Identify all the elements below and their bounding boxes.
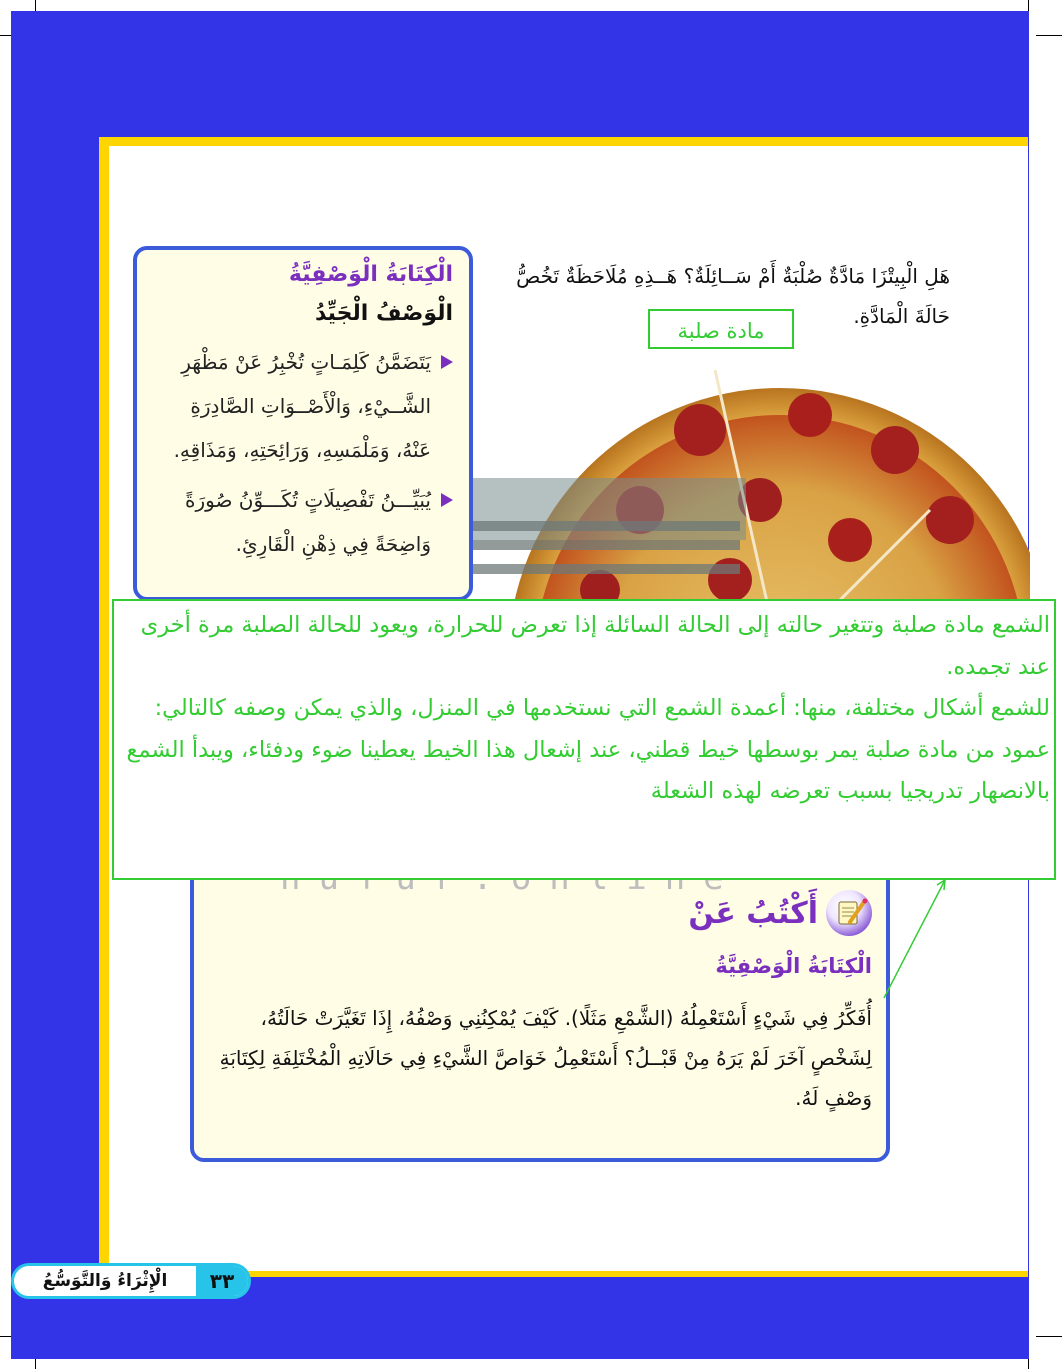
- watermark-stroke: [450, 540, 740, 550]
- overlay-paragraph: للشمع أشكال مختلفة، منها: أعمدة الشمع التي نستخدمها في المنزل، والذي يمكن وصفه كالتالي: عمود من مادة صلبة يمر بوسطها خيط قطني، عند إشعال هذا الخيط يعطينا ضوء ودفئاء، ويبدأ الشمع بالانصهار تدريجيا بسبب تعرضه لهذه الشعلة: [126, 695, 1050, 804]
- pepperoni: [674, 404, 726, 456]
- pencil-notepad-icon: [826, 890, 872, 936]
- watermark-stroke: [440, 564, 740, 574]
- sidebar-bullet-text: يُبَيِّـــنُ تَفْصِيلَاتٍ تُكَـــوِّنُ صُورَةً وَاضِحَةً فِي ذِهْنِ الْقَارِئِ.: [185, 488, 431, 556]
- crop-mark: [1036, 1336, 1062, 1337]
- pepperoni: [871, 426, 919, 474]
- sidebar-bullet: [151, 478, 453, 566]
- write-about-heading: أَكْتُبُ عَنْ: [688, 895, 818, 931]
- pepperoni: [926, 496, 974, 544]
- triangle-bullet-icon: [441, 493, 453, 507]
- write-about-subheading: الْكِتَابَةُ الْوَصْفِيَّةُ: [715, 954, 872, 978]
- crop-mark: [1036, 35, 1062, 36]
- pizza-question: هَلِ الْبِيتْزَا مَادَّةٌ صُلْبَةٌ أَمْ سَــائِلَةٌ؟ هَــذِهِ مُلَاحَظَةٌ تَخُصُّ حَالَةَ الْمَادَّةِ.: [516, 264, 950, 328]
- pepperoni: [828, 518, 872, 562]
- overlay-paragraph: الشمع مادة صلبة وتتغير حالته إلى الحالة السائلة إذا تعرض للحرارة، ويعود للحالة الصلبة مرة أخرى عند تجمده.: [140, 612, 1050, 680]
- descriptive-writing-sidebar: [133, 246, 473, 601]
- answer-box[interactable]: مادة صلبة: [648, 309, 794, 349]
- watermark-stroke: [450, 521, 740, 531]
- sidebar-title: الْكِتَابَةُ الْوَصْفِيَّةُ: [288, 262, 453, 287]
- sidebar-bullet-text: يَتَضَمَّنُ كَلِمَـاتٍ تُخْبِرُ عَنْ مَظْهَرِ الشَّــيْءِ، وَالْأَصْــوَاتِ الصَّادِرَةِ عَنْهُ، وَمَلْمَسِهِ، وَرَائِحَتِهِ، وَمَذَاقِهِ.: [173, 350, 431, 462]
- triangle-bullet-icon: [441, 355, 453, 369]
- write-about-prompt: أُفَكِّرُ فِي شَيْءٍ أَسْتَعْمِلُهُ (الشَّمْعِ مَثَلًا). كَيْفَ يُمْكِنُنِي وَصْفُهُ، إِذَا تَغَيَّرَتْ حَالَتُهُ، لِشَخْصٍ آخَرَ لَمْ يَرَهُ مِنْ قَبْــلُ؟ أَسْتَعْمِلُ خَوَاصَّ الشَّيْءِ فِي حَالَاتِهِ الْمُخْتَلِفَةِ لِكِتَابَةِ وَصْفٍ لَهُ.: [219, 1006, 872, 1110]
- answer-overlay[interactable]: [112, 599, 1056, 880]
- page-footer: [11, 1263, 251, 1299]
- page-number: ٣٣: [196, 1266, 248, 1296]
- pepperoni: [788, 393, 832, 437]
- section-title: الْإِثْرَاءُ وَالتَّوَسُّعُ: [42, 1271, 168, 1291]
- sidebar-subtitle: الْوَصْفُ الْجَيِّدُ: [314, 301, 453, 326]
- sidebar-bullet: [151, 340, 453, 472]
